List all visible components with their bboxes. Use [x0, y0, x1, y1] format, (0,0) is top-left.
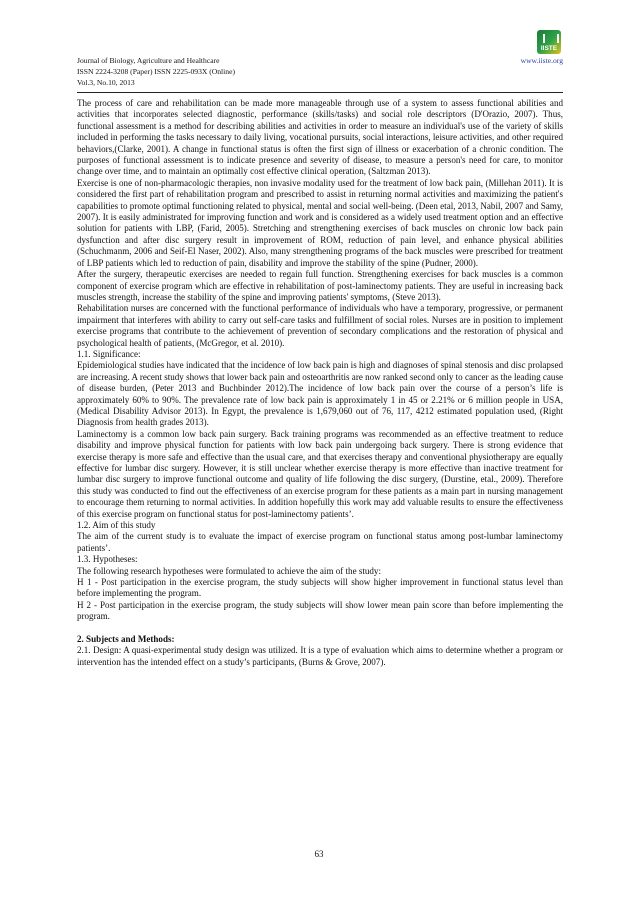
logo-text: IISTE: [540, 45, 558, 52]
section-heading-methods: 2. Subjects and Methods:: [77, 633, 175, 644]
paragraph-design: 2.1. Design: A quasi-experimental study design was utilized. It is a type of evaluation which aims to determine whether a program or intervention has the intended effect on a study’s participants, (Burns & Grove, 2007).: [77, 645, 563, 667]
journal-url-link[interactable]: www.iiste.org: [520, 56, 563, 65]
paragraph-laminectomy: Laminectomy is a common low back pain surgery. Back training programs was recommended as an effective treatment to reduce disability and improve physical function for patients with low back pain undergoing back surgery. There is strong evidence that exercise therapy is more safe and effective than the usual care, and that exercises therapy and conventional physiotherapy are equally effective for lumbar disc surgery. However, it is still unclear whether exercise therapy is more effective than inactive treatment for lumbar disc surgery to improve functional outcome and quality of life following the disc surgery, (Durstine, etal., 2009). Therefore this study was conducted to find out the effectiveness of an exercise program for these patients as a main part in nursing management to encourage them returning to normal activities. In addition hopefully this work may add valuable results to ensure the effectiveness of this exercise program on functional status for post-laminectomy patients’.: [77, 428, 563, 519]
section-heading-hypotheses: 1.3. Hypotheses:: [77, 554, 138, 565]
article-body: [77, 98, 563, 668]
paragraph-epidemiology: Epidemiological studies have indicated that the incidence of low back pain is high and diagnoses of spinal stenosis and disc prolapsed are increasing. A recent study shows that lower back pain and osteoarthritis are now ranked second only to cancer as the leading cause of disease burden, (Peter 2013 and Buchbinder 2012).The incidence of low back pain over the course of a person’s life is approximately 60% to 90%. The prevalence rate of low back pain is approximately 1 in 45 or 2.21% or 6 million people in USA, (Medical Disability Advisor 2013). In Egypt, the prevalence is 1,679,060 out of 76, 117, 4212 estimated population used, (Right Diagnosis from health grades 2013).: [77, 360, 563, 428]
volume-line: Vol.3, No.10, 2013: [77, 78, 135, 87]
hypothesis-2: H 2 - Post participation in the exercise program, the study subjects will show lower mean pain score than before implementing the program.: [77, 599, 563, 622]
section-heading-aim: 1.2. Aim of this study: [77, 520, 156, 531]
logo-mark-icon: [543, 34, 559, 43]
iiste-logo: [537, 30, 561, 54]
issn-line: ISSN 2224-3208 (Paper) ISSN 2225-093X (Online): [77, 67, 235, 76]
hypotheses-intro: The following research hypotheses were formulated to achieve the aim of the study:: [77, 565, 381, 576]
paragraph-rehab-nurses: Rehabilitation nurses are concerned with the functional performance of individuals who have a temporary, progressive, or permanent impairment that interferes with ability to carry out self-care tasks and fulfillment of social roles. Nurses are in position to implement exercise programs that contribute to the achievement of prevention of secondary complications and the restoration of physical and psychological health of patients, (McGregor, et al. 2010).: [77, 303, 563, 348]
hypothesis-1: H 1 - Post participation in the exercise program, the study subjects will show higher improvement in functional status level than before implementing the program.: [77, 577, 563, 599]
paragraph-aim: The aim of the current study is to evaluate the impact of exercise program on functional status among post-lumbar laminectomy patients’.: [77, 531, 563, 553]
paragraph-exercise: Exercise is one of non-pharmacologic therapies, non invasive modality used for the treatment of low back pain, (Millehan 2011). It is considered the first part of rehabilitation program and prescribed to assist in returning normal activities and maximizing the patient's capabilities to promote optimal functioning related to physical, mental and social well-being. (Deen etal, 2013, Nabil, 2007 and Samy, 2007). It is easily administrated for improving function and work and is considered as a widely used treatment option and an effective solution for patients with LBP, (Farid, 2005). Stretching and strengthening exercises of back muscles on chronic low back pain dysfunction and after disc surgery result in improvement of ROM, reduction of pain level, and enhance physical abilities (Schuchmanm, 2006 and Seif-El Naser, 2002). Also, many strengthening programs of the back muscles were prescribed for treatment of LBP patients which led to reduction of pain, disability and improve the stability of the spine (Pudner, 2000).: [77, 177, 563, 268]
page-header: [77, 55, 563, 88]
paragraph-functional-assessment: The process of care and rehabilitation can be made more manageable through use of a system to assess functional abilities and activities that incorporates selected diagnostic, performance (skills/tasks) and social role descriptors (D'Orazio, 2007). Thus, functional assessment is a method for describing abilities and activities in order to measure an individual's use of the variety of skills included in performing the tasks necessary to daily living, vocational pursuits, social interactions, leisure activities, and other required behaviors,(Clarke, 2001). A change in functional status is often the first sign of illness or exacerbation of a chronic condition. The purposes of functional assessment is to indicate presence and severity of disease, to measure a person's need for care, to monitor change over time, and to maintain an optimally cost effective clinical operation, (Saltzman 2013).: [77, 98, 563, 177]
journal-title: Journal of Biology, Agriculture and Healthcare: [77, 56, 220, 65]
paragraph-after-surgery: After the surgery, therapeutic exercises are needed to regain full function. Strengthening exercises for back muscles is a common component of exercise program which are effective in rehabilitation of post-laminectomy patients. They are useful in increasing back muscles strength, increase the stability of the spine and improving patients' symptoms, (Steve 2013).: [77, 269, 563, 302]
section-heading-significance: 1.1. Significance:: [77, 348, 141, 359]
page-number: 63: [314, 849, 324, 859]
header-divider: [77, 92, 563, 93]
